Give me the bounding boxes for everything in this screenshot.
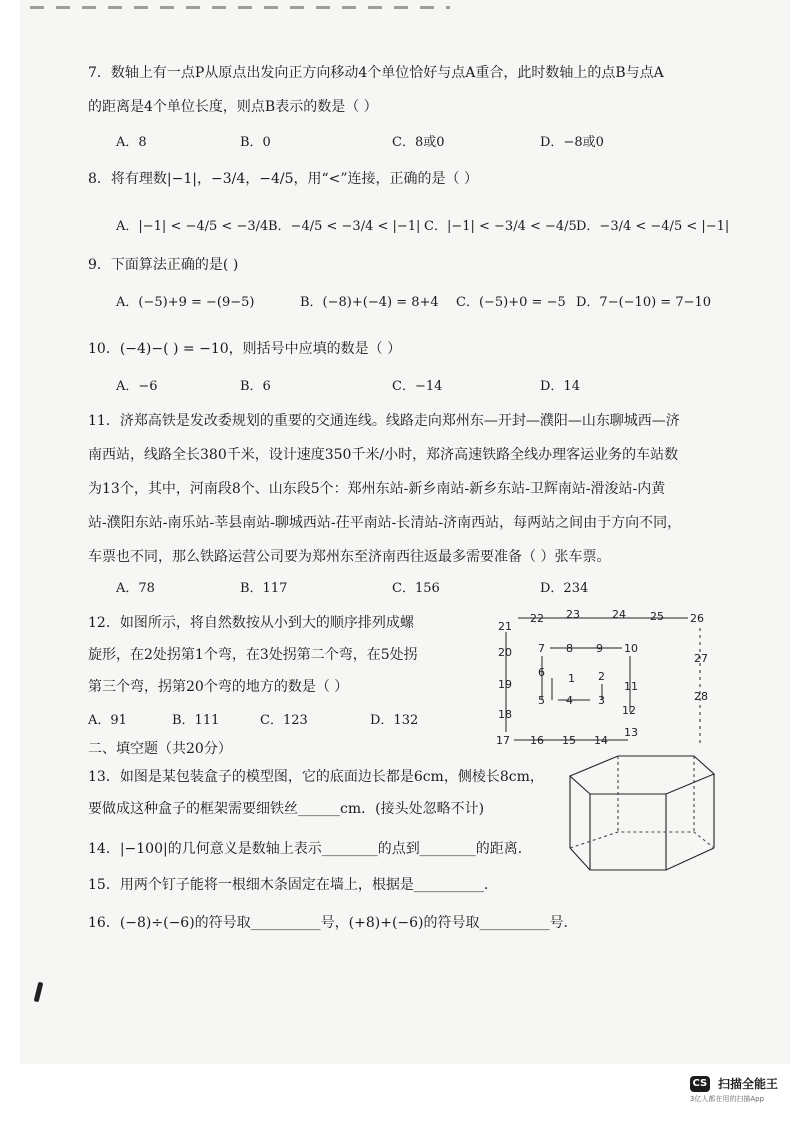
spiral-number: 23 — [566, 608, 580, 621]
q9-option-d: D．7−(−10) = 7−10 — [576, 295, 712, 310]
spiral-number: 16 — [530, 734, 544, 747]
q12-line-1: 12．如图所示，将自然数按从小到大的顺序排列成螺 — [88, 615, 414, 631]
q7-option-c: C．8或0 — [392, 135, 445, 150]
q10-option-b: B．6 — [240, 379, 271, 394]
q7-option-b: B．0 — [240, 135, 271, 150]
q8-line-1: 8．将有理数|−1|，−3/4，−4/5，用“<”连接，正确的是（ ） — [88, 171, 478, 187]
q12-option-d: D．132 — [370, 713, 419, 728]
camscanner-logo-icon: CS — [690, 1076, 710, 1092]
q11-line-3: 为13个，其中，河南段8个、山东段5个：郑州东站-新乡南站-新乡东站-卫辉南站-滑浚站-内黄 — [88, 481, 666, 497]
spiral-number: 12 — [622, 704, 636, 717]
q12-option-c: C．123 — [260, 713, 308, 728]
spiral-number: 7 — [538, 642, 545, 655]
q10-line-1: 10．(−4)−( ) = −10，则括号中应填的数是（ ） — [88, 341, 402, 357]
spiral-number: 14 — [594, 734, 608, 747]
scanner-watermark — [690, 1073, 778, 1104]
q12-line-2: 旋形，在2处拐第1个弯，在3处拐第二个弯，在5处拐 — [88, 647, 418, 663]
q12-option-b: B．111 — [172, 713, 220, 728]
q11-line-5: 车票也不同，那么铁路运营公司要为郑州东至济南西往返最多需要准备（ ）张车票。 — [88, 549, 611, 565]
q13-line-2: 要做成这种盒子的框架需要细铁丝______cm．(接头处忽略不计) — [88, 801, 485, 817]
spiral-numbers — [496, 608, 708, 747]
q13-line-1: 13．如图是某包装盒子的模型图，它的底面边长都是6cm，侧棱长8cm， — [88, 769, 544, 785]
q11-option-d: D．234 — [540, 581, 589, 596]
spiral-number: 17 — [496, 734, 510, 747]
brand-name: 扫描全能王 — [717, 1077, 778, 1091]
q10-option-a: A．−6 — [116, 379, 158, 394]
spiral-number: 5 — [538, 694, 545, 707]
q10-option-c: C．−14 — [392, 379, 443, 394]
q11-line-1: 11．济郑高铁是发改委规划的重要的交通连线。线路走向郑州东—开封—濮阳—山东聊城西—济 — [88, 413, 680, 429]
q9-option-c: C．(−5)+0 = −5 — [456, 295, 566, 310]
brand-tagline: 3亿人都在用的扫描App — [689, 1095, 765, 1103]
number-spiral-figure — [490, 604, 720, 750]
spiral-number: 15 — [562, 734, 576, 747]
spiral-number: 24 — [612, 608, 626, 621]
spiral-number: 19 — [498, 678, 512, 691]
section-2-title: 二、填空题（共20分） — [88, 741, 232, 757]
q16-line-1: 16．(−8)÷(−6)的符号取__________号，(+8)+(−6)的符号取__________号． — [88, 915, 578, 931]
q8-option-c: C．|−1| < −3/4 < −4/5 — [424, 219, 577, 234]
q7-option-d: D．−8或0 — [540, 135, 604, 150]
q15-line-1: 15．用两个钉子能将一根细木条固定在墙上，根据是__________． — [88, 877, 498, 893]
q14-line-1: 14．|−100|的几何意义是数轴上表示________的点到________的距离． — [88, 841, 532, 857]
spiral-number: 8 — [566, 642, 573, 655]
hexagonal-prism-figure — [566, 748, 718, 878]
spiral-number: 9 — [596, 642, 603, 655]
scan-top-edge — [30, 6, 450, 9]
spiral-number: 21 — [498, 620, 512, 633]
spiral-number: 1 — [568, 672, 575, 685]
spiral-number: 22 — [530, 612, 544, 625]
q9-line-1: 9．下面算法正确的是( ) — [88, 257, 239, 273]
spiral-number: 4 — [566, 694, 573, 707]
spiral-number: 27 — [694, 652, 708, 665]
spiral-number: 26 — [690, 612, 704, 625]
q7-option-a: A．8 — [116, 135, 147, 150]
q11-line-4: 站-濮阳东站-南乐站-莘县南站-聊城西站-茌平南站-长清站-济南西站，每两站之间由于方向不同， — [88, 515, 682, 531]
q8-option-d: D．−3/4 < −4/5 < |−1| — [576, 219, 730, 234]
q8-option-a: A．|−1| < −4/5 < −3/4 — [116, 219, 269, 234]
spiral-number: 28 — [694, 690, 708, 703]
q11-line-2: 南西站，线路全长380千米，设计速度350千米/小时，郑济高速铁路全线办理客运业务的车站数 — [88, 447, 679, 463]
q10-option-d: D．14 — [540, 379, 580, 394]
q7-line-2: 的距离是4个单位长度，则点B表示的数是（ ） — [88, 99, 378, 115]
q8-option-b: B．−4/5 < −3/4 < |−1| — [268, 219, 421, 234]
q12-option-a: A．91 — [88, 713, 127, 728]
q9-option-b: B．(−8)+(−4) = 8+4 — [300, 295, 439, 310]
q9-option-a: A．(−5)+9 = −(9−5) — [116, 295, 255, 310]
spiral-number: 25 — [650, 610, 664, 623]
q11-option-c: C．156 — [392, 581, 440, 596]
spiral-number: 6 — [538, 666, 545, 679]
spiral-number: 18 — [498, 708, 512, 721]
q12-line-3: 第三个弯，拐第20个弯的地方的数是（ ） — [88, 679, 349, 695]
q11-option-b: B．117 — [240, 581, 288, 596]
spiral-number: 3 — [598, 694, 605, 707]
spiral-number: 13 — [624, 726, 638, 739]
q11-option-a: A．78 — [116, 581, 155, 596]
spiral-number: 10 — [624, 642, 638, 655]
scanned-page — [20, 0, 790, 1064]
spiral-number: 2 — [598, 670, 605, 683]
spiral-number: 20 — [498, 646, 512, 659]
spiral-number: 11 — [624, 680, 638, 693]
q7-line-1: 7．数轴上有一点P从原点出发向正方向移动4个单位恰好与点A重合，此时数轴上的点B与点A — [88, 65, 664, 81]
